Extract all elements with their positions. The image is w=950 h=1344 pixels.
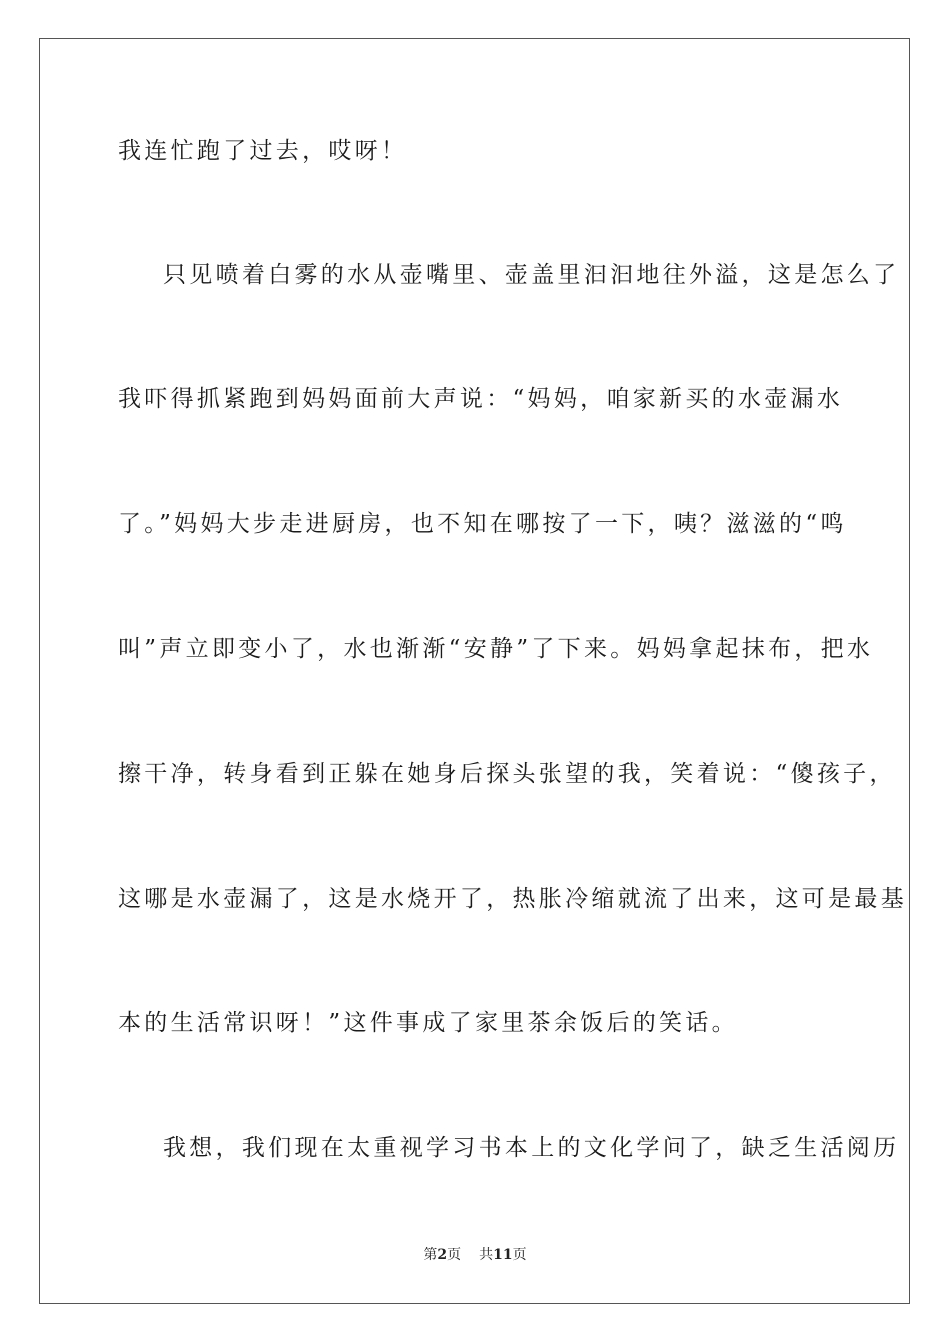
page-footer xyxy=(0,1246,950,1264)
text-line: 只见喷着白雾的水从壶嘴里、壶盖里汩汩地往外溢，这是怎么了 xyxy=(163,262,900,288)
text-line: 我想，我们现在太重视学习书本上的文化学问了，缺乏生活阅历 xyxy=(163,1135,900,1161)
text-line: 我吓得抓紧跑到妈妈面前大声说：“妈妈，咱家新买的水壶漏水 xyxy=(118,386,844,412)
page-suffix: 页 xyxy=(447,1247,462,1263)
text-line: 本的生活常识呀！”这件事成了家里茶余饭后的笑话。 xyxy=(118,1010,738,1036)
text-line: 这哪是水壶漏了，这是水烧开了，热胀冷缩就流了出来，这可是最基 xyxy=(118,886,907,912)
total-pages: 11 xyxy=(493,1247,513,1263)
total-suffix: 页 xyxy=(512,1247,527,1263)
text-line: 叫”声立即变小了，水也渐渐“安静”了下来。妈妈拿起抹布，把水 xyxy=(118,636,874,662)
page-prefix: 第 xyxy=(423,1247,438,1263)
page-number: 2 xyxy=(437,1247,448,1263)
text-line: 了。”妈妈大步走进厨房，也不知在哪按了一下，咦？滋滋的“鸣 xyxy=(118,511,847,537)
text-line: 我连忙跑了过去，哎呀！ xyxy=(118,138,408,164)
total-prefix: 共 xyxy=(479,1247,494,1263)
page-border xyxy=(39,38,910,1304)
text-line: 擦干净，转身看到正躲在她身后探头张望的我，笑着说：“傻孩子， xyxy=(118,761,896,787)
